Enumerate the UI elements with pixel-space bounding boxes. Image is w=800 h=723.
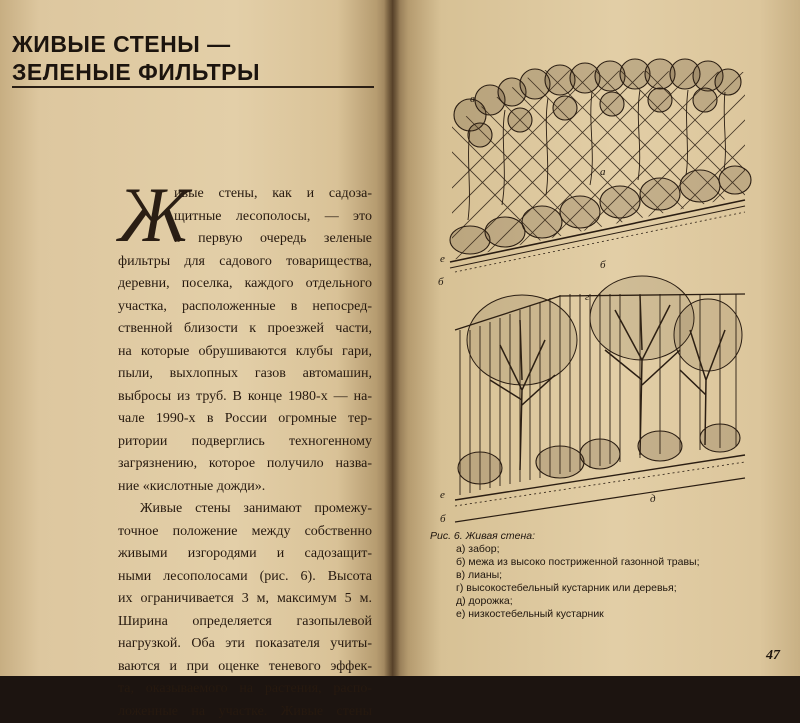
body-line: чале 1990-х в России огромные тер- — [118, 408, 372, 431]
caption-item: в) лианы; — [430, 569, 700, 582]
heading-line-1: ЖИВЫЕ СТЕНЫ — — [12, 30, 260, 58]
caption-item: а) забор; — [430, 543, 700, 556]
label-g-bottom: г — [585, 291, 590, 303]
body-line: их ограничивается 3 м, максимум 5 м. — [118, 588, 372, 611]
body-line: ными лесополосами (рис. 6). Высота — [118, 566, 372, 589]
label-b-bottom: б — [440, 513, 446, 525]
body-line: на которые обрушиваются клубы гари, — [118, 341, 372, 364]
body-line: деревни, поселка, каждого отдельного — [118, 273, 372, 296]
body-line: ственной близости к проезжей части, — [118, 318, 372, 341]
body-line: ивые стены, как и садоза- — [118, 183, 372, 206]
body-line: ние «кислотные дожди». — [118, 476, 372, 499]
page-number: 47 — [766, 648, 780, 664]
caption-title: Рис. 6. Живая стена: — [430, 530, 700, 543]
figure-caption — [430, 530, 700, 621]
label-e-bottom: е — [440, 489, 445, 501]
heading-line-2: ЗЕЛЕНЫЕ ФИЛЬТРЫ — [12, 58, 260, 86]
body-line: загрязнению, которое получило назва- — [118, 453, 372, 476]
label-d-bottom: д — [650, 493, 656, 505]
label-v-top: в — [470, 93, 475, 105]
body-line: участка, расположенные в непосред- — [118, 296, 372, 319]
body-line: живыми изгородями и садозащит- — [118, 543, 372, 566]
body-line: в первую очередь зеленые — [118, 228, 372, 251]
body-line: ваются и при оценке теневого эффек- — [118, 656, 372, 679]
caption-item: б) межа из высоко постриженной газонной травы; — [430, 556, 700, 569]
caption-item: г) высокостебельный кустарник или деревья; — [430, 582, 700, 595]
caption-item: д) дорожка; — [430, 595, 700, 608]
drop-cap: Ж — [118, 180, 189, 250]
body-line: нагрузкой. Оба эти показателя учиты- — [118, 633, 372, 656]
body-line: фильтры для садового товарищества, — [118, 251, 372, 274]
body-line: ритории подверглись техногенному — [118, 431, 372, 454]
bottom-figure — [440, 276, 745, 525]
body-line: точное положение между собственно — [118, 521, 372, 544]
body-line: Ширина определяется газопылевой — [118, 611, 372, 634]
label-a-top: а — [600, 166, 606, 178]
body-line: пыли, выхлопных газов автомашин, — [118, 363, 372, 386]
label-e-top: е — [440, 253, 445, 265]
label-b-top-left: б — [438, 276, 444, 288]
body-line: ложенные на участке. Живые стены — [118, 701, 372, 723]
top-figure — [360, 59, 800, 288]
body-line: та, оказываемого на растения, распо- — [118, 678, 372, 701]
body-line: Живые стены занимают промежу- — [118, 498, 372, 521]
caption-item: е) низкостебельный кустарник — [430, 608, 700, 621]
label-b-top-mid: б — [600, 259, 606, 271]
body-line: щитные лесополосы, — это — [118, 206, 372, 229]
body-line: выбросы из труб. В конце 1980-х — на- — [118, 386, 372, 409]
